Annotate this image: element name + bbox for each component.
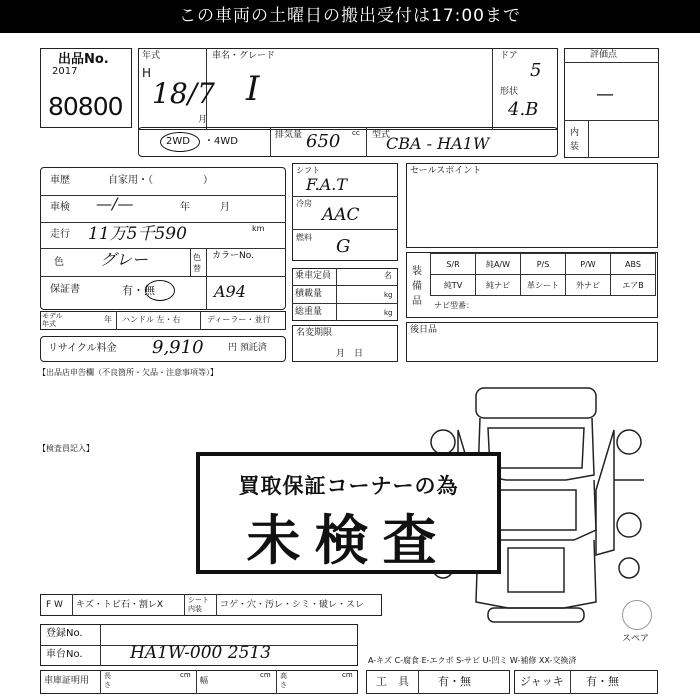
- model-year-unit: 年: [104, 315, 112, 324]
- inspection-strike: —/—: [96, 194, 134, 213]
- dealer-label: ディーラー・並行: [207, 315, 271, 324]
- disp-unit: cc: [352, 129, 360, 137]
- ac-label: 冷房: [296, 199, 312, 208]
- width-label: 幅: [200, 676, 208, 685]
- fw-label: F W: [46, 600, 63, 610]
- warranty-value: 有・無: [122, 284, 155, 297]
- year-label: 年式: [142, 51, 161, 61]
- lot-year-tag: 2017: [52, 66, 78, 77]
- mileage-unit: km: [252, 224, 265, 233]
- fuel-label: 燃料: [296, 233, 312, 242]
- drive-row: [138, 127, 558, 157]
- mileage-label: 走行: [50, 229, 70, 240]
- after-label: 後日品: [410, 325, 438, 335]
- equip-sr: S/R: [431, 254, 476, 275]
- disp-label: 排気量: [275, 130, 303, 140]
- handle-label: ハンドル 左・右: [122, 315, 181, 324]
- door-value: 5: [530, 60, 542, 81]
- shift-label: シフト: [296, 166, 320, 175]
- name-label: 車名・グレード: [212, 51, 276, 61]
- door-label: ドア: [500, 51, 518, 61]
- ac-value: AAC: [322, 205, 360, 225]
- spare-tire-icon: [622, 600, 652, 630]
- after-items-box: [406, 322, 658, 362]
- interior-label: 内装: [570, 128, 580, 152]
- warranty-label: 保証書: [50, 284, 80, 295]
- colorno-label: カラーNo.: [212, 251, 254, 261]
- recycle-unit: 円 預託済: [228, 343, 267, 353]
- color-change-label: 色替: [193, 253, 201, 273]
- width-unit: cm: [260, 671, 271, 679]
- equip-aw: 純A/W: [476, 254, 521, 275]
- shape-label: 形状: [500, 87, 519, 97]
- length-label: 長さ: [104, 672, 111, 689]
- drive-2wd: 2WD: [166, 136, 190, 147]
- stamp-top-text: 買取保証コーナーの為: [238, 474, 459, 498]
- drive-4wd: ・4WD: [204, 136, 238, 147]
- cert-label: 車庫証明用: [44, 676, 90, 686]
- lot-label: 出品No.: [58, 52, 109, 67]
- equipment-grid: [430, 253, 656, 296]
- equip-pw: P/W: [566, 254, 611, 275]
- equip-airbag: エアB: [611, 275, 656, 296]
- equip-ext-navi: 外ナビ: [566, 275, 611, 296]
- fuel-value: G: [336, 236, 351, 257]
- capacity-unit: 名: [384, 271, 392, 280]
- score-value: —: [596, 84, 614, 105]
- year-era: H: [142, 66, 152, 80]
- model-label: 型式: [372, 130, 391, 140]
- name-change-label: 名変期限: [296, 328, 333, 338]
- equip-tv: 純TV: [431, 275, 476, 296]
- inspection-value: 年 月: [180, 202, 230, 213]
- seller-notes-label: 【出品店申告欄（不良箇所・欠品・注意事項等）】: [38, 368, 218, 377]
- shape-value: 4.B: [508, 99, 539, 120]
- chassis-value: HA1W-000 2513: [130, 643, 272, 663]
- color-value: グレー: [100, 250, 149, 269]
- inspector-notes-label: 【検査員記入】: [38, 444, 94, 453]
- reg-label: 登録No.: [46, 628, 83, 639]
- spare-label: スペア: [622, 634, 650, 644]
- color-label: 色: [54, 257, 64, 268]
- name-change-unit: 月 日: [336, 349, 364, 359]
- equip-leather: 革シート: [521, 275, 566, 296]
- equip-navi: 純ナビ: [476, 275, 521, 296]
- equip-ps: P/S: [521, 254, 566, 275]
- inspection-label: 車検: [50, 202, 70, 213]
- lot-number: 80800: [48, 92, 123, 121]
- score-label: 評価点: [590, 50, 618, 60]
- name-value: I: [246, 69, 260, 109]
- year-value: 18/7: [152, 77, 215, 110]
- fw-text: キズ・トビ石・割レX: [76, 600, 163, 610]
- disp-value: 650: [306, 131, 341, 152]
- chassis-label: 車台No.: [46, 649, 83, 660]
- tool-value: 有・無: [438, 675, 471, 688]
- gross-unit: kg: [384, 309, 393, 317]
- equipment-label: 装備品: [412, 266, 422, 307]
- damage-codes: A-キズ C-腐食 E-エクボ S-サビ U-凹ミ W-補修 XX-交換済: [368, 656, 577, 665]
- sales-label: セールスポイント: [410, 166, 482, 176]
- gross-label: 総重量: [295, 307, 323, 317]
- equip-abs: ABS: [611, 254, 656, 275]
- history-value: 自家用・（ ）: [108, 175, 213, 186]
- jack-label: ジャッキ: [520, 675, 564, 688]
- recycle-label: リサイクル料金: [48, 343, 117, 354]
- uninspected-stamp: [196, 452, 501, 574]
- recycle-value: 9,910: [152, 337, 204, 358]
- model-year-label: モデル年式: [42, 312, 63, 328]
- history-label: 車歴: [50, 175, 70, 186]
- seat-label: シート内装: [188, 596, 209, 613]
- warranty-none-circle: [145, 280, 175, 301]
- height-label: 高さ: [280, 672, 287, 689]
- mileage-value: 11万5千590: [88, 224, 187, 244]
- month-unit: 月: [198, 115, 208, 125]
- stamp-main-text: 未検査: [246, 509, 451, 572]
- navi-label: ナビ型番：: [434, 301, 474, 310]
- model-value: CBA - HA1W: [386, 134, 490, 153]
- saturday-pickup-banner: この車両の土曜日の搬出受付は17:00まで: [0, 0, 700, 33]
- load-unit: kg: [384, 291, 393, 299]
- tool-label: 工 具: [376, 675, 409, 688]
- length-unit: cm: [180, 671, 191, 679]
- colorno-value: A94: [214, 282, 246, 301]
- shift-value: F.A.T: [306, 175, 348, 194]
- load-label: 積載量: [295, 289, 323, 299]
- seat-text: コゲ・穴・汚レ・シミ・破レ・スレ: [220, 600, 365, 610]
- height-unit: cm: [342, 671, 353, 679]
- capacity-label: 乗車定員: [295, 271, 332, 281]
- jack-value: 有・無: [586, 675, 619, 688]
